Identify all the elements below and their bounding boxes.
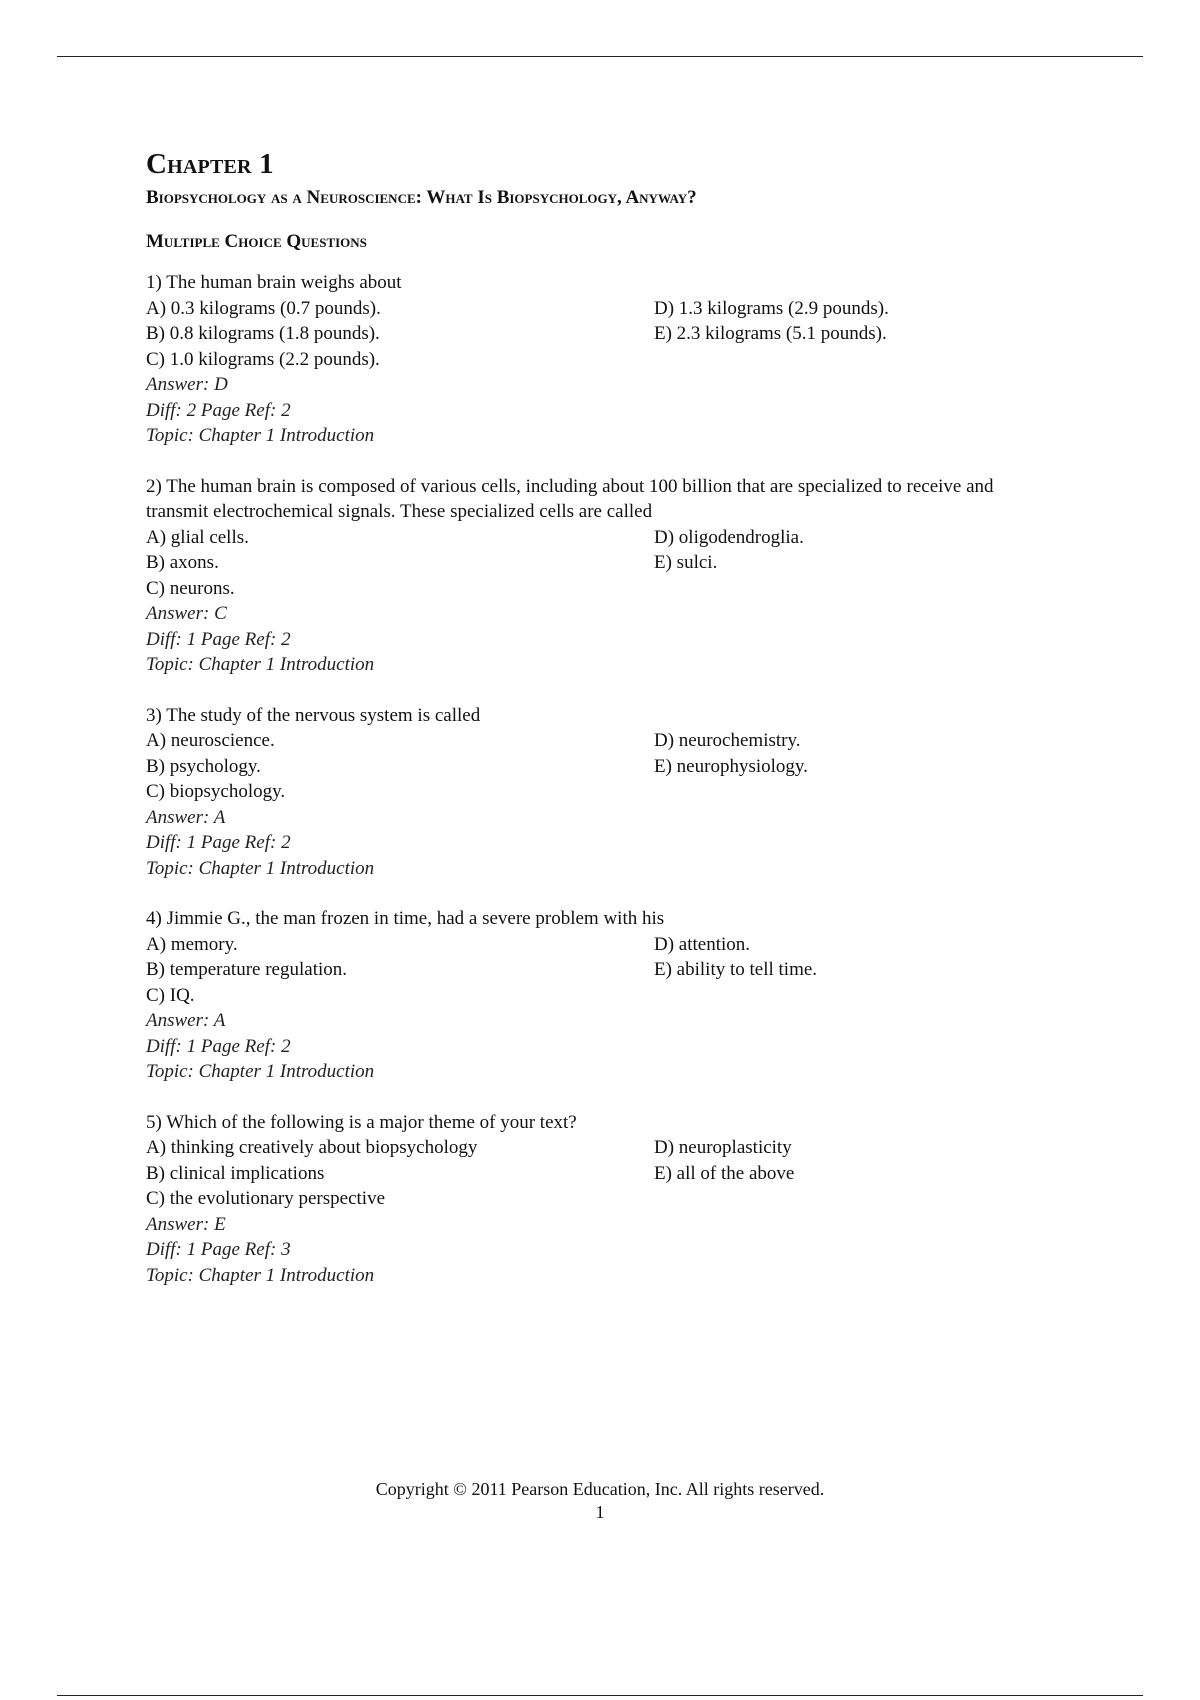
option-d: D) neurochemistry. (654, 730, 801, 751)
option-a: A) neuroscience. (146, 730, 275, 751)
question-options (146, 525, 1046, 602)
top-rule (57, 56, 1143, 57)
question-stem: 3) The study of the nervous system is called (146, 704, 481, 726)
option-a: A) memory. (146, 933, 238, 955)
answer-line: Answer: A (146, 806, 226, 828)
topic-line: Topic: Chapter 1 Introduction (146, 1264, 375, 1286)
question-list (146, 270, 1046, 1288)
chapter-subtitle: Biopsychology as a Neuroscience: What Is Biopsychology, Anyway? (146, 187, 697, 208)
option-e: E) 2.3 kilograms (5.1 pounds). (654, 323, 887, 344)
question-options (146, 932, 1046, 1009)
option-c: C) neurons. (146, 577, 235, 599)
topic-line: Topic: Chapter 1 Introduction (146, 857, 375, 879)
page-number: 1 (595, 1502, 605, 1522)
question-1 (146, 270, 1046, 449)
option-a: A) 0.3 kilograms (0.7 pounds). (146, 297, 381, 319)
topic-line: Topic: Chapter 1 Introduction (146, 1061, 375, 1082)
option-b: B) 0.8 kilograms (1.8 pounds). (146, 323, 380, 344)
question-stem: 1) The human brain weighs about (146, 272, 402, 293)
difficulty-line: Diff: 1 Page Ref: 2 (146, 832, 291, 853)
option-d: D) neuroplasticity (654, 1137, 792, 1158)
question-options (146, 296, 1046, 373)
option-e: E) neurophysiology. (654, 755, 808, 777)
answer-line: Answer: A (146, 1010, 226, 1031)
option-c: C) 1.0 kilograms (2.2 pounds). (146, 348, 380, 370)
answer-line: Answer: C (146, 603, 227, 624)
option-e: E) sulci. (654, 552, 718, 573)
chapter-title: Chapter 1 (146, 148, 274, 180)
difficulty-line: Diff: 1 Page Ref: 2 (146, 628, 291, 650)
option-b: B) clinical implications (146, 1162, 325, 1184)
option-c: C) IQ. (146, 984, 195, 1006)
difficulty-line: Diff: 1 Page Ref: 2 (146, 1035, 291, 1057)
topic-line: Topic: Chapter 1 Introduction (146, 654, 375, 675)
question-options (146, 1135, 1046, 1212)
option-b: B) axons. (146, 552, 219, 573)
question-4 (146, 906, 1046, 1085)
question-5 (146, 1110, 1046, 1289)
option-b: B) psychology. (146, 755, 261, 777)
answer-line: Answer: D (146, 374, 228, 395)
option-c: C) biopsychology. (146, 781, 286, 802)
topic-line: Topic: Chapter 1 Introduction (146, 425, 375, 446)
option-b: B) temperature regulation. (146, 959, 348, 980)
difficulty-line: Diff: 1 Page Ref: 3 (146, 1239, 291, 1260)
question-2 (146, 474, 1046, 678)
question-stem: 4) Jimmie G., the man frozen in time, had a severe problem with his (146, 908, 665, 929)
option-e: E) ability to tell time. (654, 959, 818, 980)
copyright-notice: Copyright © 2011 Pearson Education, Inc. All rights reserved. (375, 1479, 825, 1499)
option-d: D) 1.3 kilograms (2.9 pounds). (654, 297, 889, 319)
option-d: D) oligodendroglia. (654, 526, 804, 548)
question-3 (146, 703, 1046, 882)
page-footer (0, 1478, 1200, 1524)
question-stem: 5) Which of the following is a major theme of your text? (146, 1111, 577, 1133)
option-d: D) attention. (654, 933, 751, 955)
option-a: A) glial cells. (146, 526, 249, 548)
question-stem: 2) The human brain is composed of various cells, including about 100 billion that are specialized to receive and transmit electrochemical signals. These specialized cells are called (146, 475, 994, 522)
answer-line: Answer: E (146, 1213, 226, 1235)
page-content (146, 146, 1046, 1313)
bottom-rule (57, 1695, 1143, 1696)
section-title: Multiple Choice Questions (146, 231, 367, 252)
option-a: A) thinking creatively about biopsychology (146, 1137, 478, 1158)
option-c: C) the evolutionary perspective (146, 1188, 386, 1209)
option-e: E) all of the above (654, 1162, 795, 1184)
difficulty-line: Diff: 2 Page Ref: 2 (146, 399, 291, 421)
question-options (146, 728, 1046, 805)
